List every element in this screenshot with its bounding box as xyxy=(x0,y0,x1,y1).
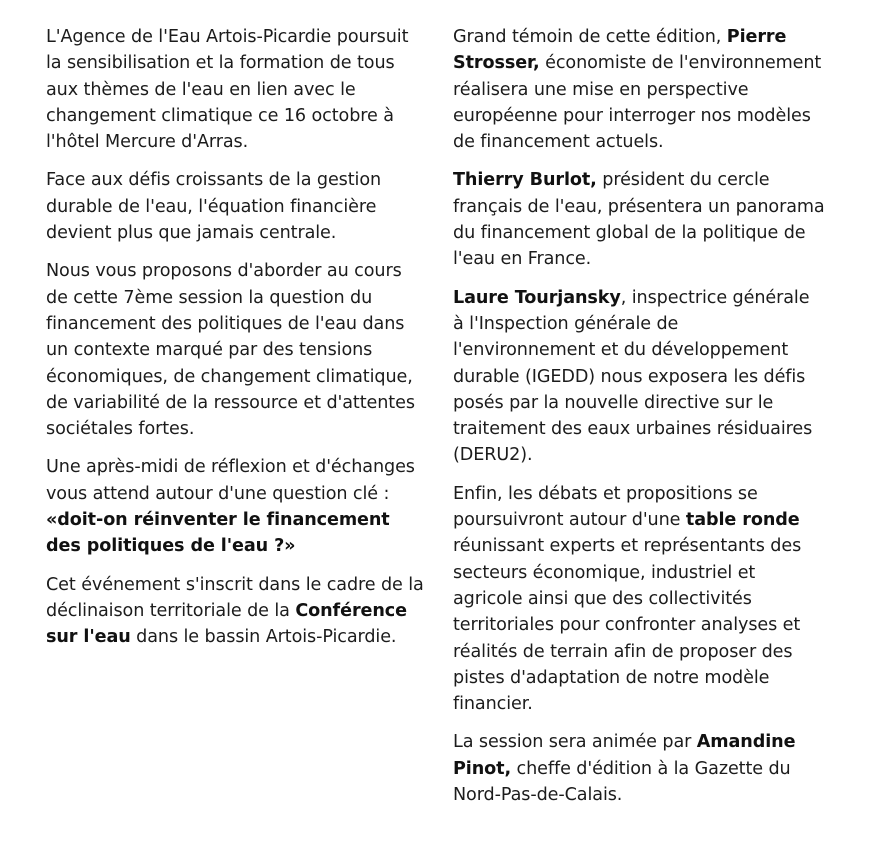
bold-text: Laure Tourjansky xyxy=(453,287,621,308)
left-paragraph xyxy=(46,24,428,155)
right-paragraph xyxy=(453,481,825,718)
bold-text: Pierre Strosser, xyxy=(453,27,787,74)
text-run: Nous vous proposons d'aborder au cours de cette 7ème session la question du financement des politiques de l'eau dans un contexte marqué par des tensions économiques, de changement climatique, de variabilité de la ressource et d'attentes sociétales fortes. xyxy=(46,261,415,440)
text-run: Grand témoin de cette édition, xyxy=(453,27,727,47)
text-run: dans le bassin Artois-Picardie. xyxy=(130,627,397,648)
text-run: président du cercle français de l'eau, présentera un panorama du financement global de la politique de l'eau en France. xyxy=(453,170,825,270)
text-run: Cet événement s'inscrit dans le cadre de la déclinaison territoriale de la xyxy=(46,574,424,621)
text-run: L'Agence de l'Eau Artois-Picardie poursuit la sensibilisation et la formation de tous aux thèmes de l'eau en lien avec le changement climatique ce 16 octobre à l'hôtel Mercure d'Arras. xyxy=(46,27,409,153)
left-paragraph xyxy=(46,167,428,246)
text-run: Face aux défis croissants de la gestion durable de l'eau, l'équation financière devient plus que jamais centrale. xyxy=(46,170,382,244)
bold-text: Conférence sur l'eau xyxy=(46,600,407,648)
bold-text: «doit-on réinventer le financement des politiques de l'eau ?» xyxy=(46,510,390,557)
bold-text: Thierry Burlot, xyxy=(453,170,597,191)
right-paragraph xyxy=(453,285,825,469)
right-paragraph xyxy=(453,729,825,808)
text-run: Enfin, les débats et propositions se poursuivront autour d'une xyxy=(453,483,758,531)
bold-text: table ronde xyxy=(685,510,800,531)
text-run: réunissant experts et représentants des secteurs économique, industriel et agricole ainsi que des collectivités territoriales pour confronter analyses et réalités de terrain afin de proposer des pistes d'adaptation de notre modèle financier. xyxy=(453,536,802,715)
text-run: , inspectrice générale à l'Inspection générale de l'environnement et du développement durable (IGEDD) nous exposera les défis posés par la nouvelle directive sur le traitement des eaux urbaines résiduaires (DERU2). xyxy=(453,287,813,466)
right-paragraph xyxy=(453,24,825,155)
left-column xyxy=(46,24,428,663)
text-run: Une après-midi de réflexion et d'échanges vous attend autour d'une question clé : xyxy=(46,457,415,504)
left-paragraph xyxy=(46,454,428,559)
text-run: cheffe d'édition à la Gazette du Nord-Pas-de-Calais. xyxy=(453,758,791,806)
right-column xyxy=(453,24,825,820)
left-paragraph xyxy=(46,572,428,651)
left-paragraph xyxy=(46,258,428,442)
right-paragraph xyxy=(453,167,825,272)
text-run: La session sera animée par xyxy=(453,732,697,753)
text-run: économiste de l'environnement réalisera une mise en perspective européenne pour interroger nos modèles de financement actuels. xyxy=(453,53,822,153)
bold-text: Amandine Pinot, xyxy=(453,732,796,779)
